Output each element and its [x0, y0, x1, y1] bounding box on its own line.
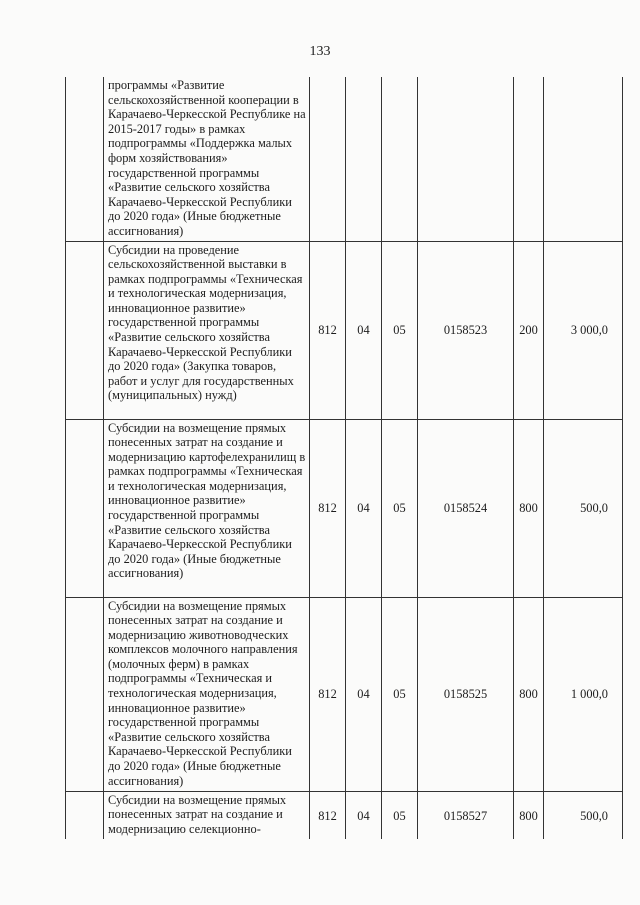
section-code-cell: 04 [346, 241, 382, 419]
expense-type-cell [514, 77, 544, 241]
ministry-code-cell: 812 [310, 241, 346, 419]
expense-type-cell: 800 [514, 597, 544, 791]
target-article-cell: 0158524 [418, 419, 514, 597]
subsection-code-cell: 05 [382, 791, 418, 839]
description-cell: программы «Развитие сельскохозяйственной кооперации в Карачаево-Черкесской Республике на 2015-2017 годы» в рамках подпрограммы «Поддержка малых форм хозяйствования» государственной программы «Развитие сельского хозяйства Карачаево-Черкесской Республики до 2020 года» (Иные бюджетные ассигнования) [104, 77, 310, 241]
amount-cell: 500,0 [544, 791, 623, 839]
target-article-cell: 0158523 [418, 241, 514, 419]
expense-type-cell: 200 [514, 241, 544, 419]
amount-cell: 3 000,0 [544, 241, 623, 419]
ministry-code-cell: 812 [310, 597, 346, 791]
description-cell: Субсидии на возмещение прямых понесенных затрат на создание и модернизацию животноводческих комплексов молочного направления (молочных ферм) в рамках подпрограммы «Техническая и технологическая модернизация, инновационное развитие» государственной программы «Развитие сельского хозяйства Карачаево-Черкесской Республики до 2020 года» (Иные бюджетные ассигнования) [104, 597, 310, 791]
table-row [66, 241, 623, 419]
table-row [66, 597, 623, 791]
amount-cell: 500,0 [544, 419, 623, 597]
section-code-cell: 04 [346, 791, 382, 839]
expense-type-cell: 800 [514, 791, 544, 839]
description-cell: Субсидии на возмещение прямых понесенных затрат на создание и модернизацию селекционно- [104, 791, 310, 839]
target-article-cell [418, 77, 514, 241]
table-row [66, 419, 623, 597]
row-number-cell [66, 597, 104, 791]
section-code-cell: 04 [346, 419, 382, 597]
row-number-cell [66, 419, 104, 597]
section-code-cell [346, 77, 382, 241]
page-number: 133 [309, 44, 331, 59]
target-article-cell: 0158527 [418, 791, 514, 839]
table-row [66, 791, 623, 839]
ministry-code-cell: 812 [310, 419, 346, 597]
ministry-code-cell: 812 [310, 791, 346, 839]
subsection-code-cell: 05 [382, 419, 418, 597]
subsection-code-cell: 05 [382, 241, 418, 419]
amount-cell: 1 000,0 [544, 597, 623, 791]
expense-type-cell: 800 [514, 419, 544, 597]
amount-cell [544, 77, 623, 241]
subsection-code-cell [382, 77, 418, 241]
section-code-cell: 04 [346, 597, 382, 791]
row-number-cell [66, 77, 104, 241]
row-number-cell [66, 241, 104, 419]
table-row [66, 77, 623, 241]
description-cell: Субсидии на возмещение прямых понесенных затрат на создание и модернизацию картофелехранилищ в рамках подпрограммы «Техническая и технологическая модернизация, инновационное развитие» государственной программы «Развитие сельского хозяйства Карачаево-Черкесской Республики до 2020 года» (Иные бюджетные ассигнования) [104, 419, 310, 597]
target-article-cell: 0158525 [418, 597, 514, 791]
budget-table [65, 77, 623, 839]
row-number-cell [66, 791, 104, 839]
subsection-code-cell: 05 [382, 597, 418, 791]
ministry-code-cell [310, 77, 346, 241]
description-cell: Субсидии на проведение сельскохозяйственной выставки в рамках подпрограммы «Техническая и технологическая модернизация, инновационное развитие» государственной программы «Развитие сельского хозяйства Карачаево-Черкесской Республики до 2020 года» (Закупка товаров, работ и услуг для государственных (муниципальных) нужд) [104, 241, 310, 419]
